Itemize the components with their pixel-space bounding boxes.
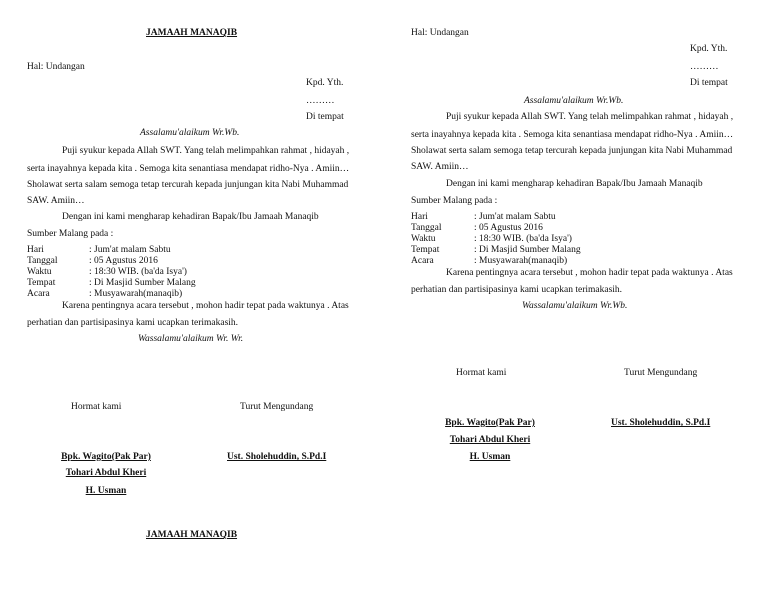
signature-right-name: Ust. Sholehuddin, S.Pd.I	[611, 418, 711, 428]
signature-left-name-3: H. Usman	[85, 486, 127, 496]
paragraph-3-line-1: Karena pentingnya acara tersebut , mohon hadir tepat pada waktunya . Atas	[446, 268, 733, 278]
recipient-line-2: ………	[306, 96, 335, 106]
signature-right-title: Turut Mengundang	[240, 402, 314, 412]
detail-value-hari: : Jum'at malam Sabtu	[89, 245, 171, 255]
detail-value-acara: : Musyawarah(manaqib)	[89, 289, 183, 299]
detail-label-tanggal: Tanggal	[27, 256, 58, 266]
paragraph-2-line-2: Sumber Malang pada :	[27, 229, 114, 239]
signature-left-name-3: H. Usman	[469, 452, 511, 462]
subject-line: Hal: Undangan	[411, 28, 469, 38]
detail-label-hari: Hari	[411, 212, 428, 222]
detail-label-tanggal: Tanggal	[411, 223, 442, 233]
detail-value-tanggal: : 05 Agustus 2016	[89, 256, 158, 266]
signature-left-title: Hormat kami	[71, 402, 122, 412]
paragraph-1-line-4: SAW. Amiin…	[411, 162, 469, 172]
paragraph-1-line-2: serta inayahnya kepada kita . Semoga kita senantiasa mendapat ridho-Nya . Amiin…	[411, 130, 734, 140]
greeting: Assalamu'alaikum Wr.Wb.	[524, 96, 624, 106]
signature-left-title: Hormat kami	[456, 368, 507, 378]
recipient-line-1: Kpd. Yth.	[306, 78, 344, 88]
detail-value-tempat: : Di Masjid Sumber Malang	[474, 245, 581, 255]
recipient-line-3: Di tempat	[690, 78, 728, 88]
paragraph-1-line-3: Sholawat serta salam semoga tetap tercurah kepada junjungan kita Nabi Muhammad	[27, 180, 349, 190]
signature-left-name-1: Bpk. Wagito(Pak Par)	[445, 418, 535, 428]
detail-label-hari: Hari	[27, 245, 44, 255]
paragraph-1-line-3: Sholawat serta salam semoga tetap tercurah kepada junjungan kita Nabi Muhammad	[411, 146, 733, 156]
paragraph-2-line-1: Dengan ini kami mengharap kehadiran Bapak/Ibu Jamaah Manaqib	[446, 179, 703, 189]
detail-label-acara: Acara	[27, 289, 50, 299]
recipient-line-1: Kpd. Yth.	[690, 44, 728, 54]
detail-value-hari: : Jum'at malam Sabtu	[474, 212, 556, 222]
detail-label-waktu: Waktu	[411, 234, 436, 244]
paragraph-1-line-1: Puji syukur kepada Allah SWT. Yang telah melimpahkan rahmat , hidayah ,	[62, 146, 350, 156]
signature-left-name-2: Tohari Abdul Kheri	[65, 468, 147, 478]
recipient-line-3: Di tempat	[306, 112, 344, 122]
paragraph-3-line-2: perhatian dan partisipasinya kami ucapkan terimakasih.	[27, 318, 239, 328]
paragraph-3-line-2: perhatian dan partisipasinya kami ucapkan terimakasih.	[411, 285, 623, 295]
signature-right-title: Turut Mengundang	[624, 368, 698, 378]
detail-value-waktu: : 18:30 WIB. (ba'da Isya')	[89, 267, 187, 277]
paragraph-3-line-1: Karena pentingnya acara tersebut , mohon hadir tepat pada waktunya . Atas	[62, 301, 349, 311]
detail-value-waktu: : 18:30 WIB. (ba'da Isya')	[474, 234, 572, 244]
detail-label-waktu: Waktu	[27, 267, 52, 277]
paragraph-1-line-2: serta inayahnya kepada kita . Semoga kita senantiasa mendapat ridho-Nya . Amiin…	[27, 164, 350, 174]
signature-right-name: Ust. Sholehuddin, S.Pd.I	[227, 452, 327, 462]
detail-value-tanggal: : 05 Agustus 2016	[474, 223, 543, 233]
paragraph-1-line-1: Puji syukur kepada Allah SWT. Yang telah melimpahkan rahmat , hidayah ,	[446, 112, 734, 122]
detail-label-acara: Acara	[411, 256, 434, 266]
detail-value-acara: : Musyawarah(manaqib)	[474, 256, 568, 266]
letter-header: JAMAAH MANAQIB	[146, 28, 238, 38]
closing-greeting: Wassalamu'alaikum Wr.Wb.	[522, 301, 628, 311]
signature-left-name-1: Bpk. Wagito(Pak Par)	[61, 452, 151, 462]
paragraph-2-line-1: Dengan ini kami mengharap kehadiran Bapak/Ibu Jamaah Manaqib	[62, 212, 319, 222]
paragraph-2-line-2: Sumber Malang pada :	[411, 196, 498, 206]
detail-label-tempat: Tempat	[27, 278, 56, 288]
signature-left-name-2: Tohari Abdul Kheri	[449, 435, 531, 445]
subject-line: Hal: Undangan	[27, 62, 85, 72]
detail-value-tempat: : Di Masjid Sumber Malang	[89, 278, 196, 288]
footer-header: JAMAAH MANAQIB	[146, 530, 238, 540]
paragraph-1-line-4: SAW. Amiin…	[27, 196, 85, 206]
recipient-line-2: ………	[690, 62, 719, 72]
detail-label-tempat: Tempat	[411, 245, 440, 255]
closing-greeting: Wassalamu'alaikum Wr. Wr.	[138, 334, 244, 344]
greeting: Assalamu'alaikum Wr.Wb.	[140, 128, 240, 138]
